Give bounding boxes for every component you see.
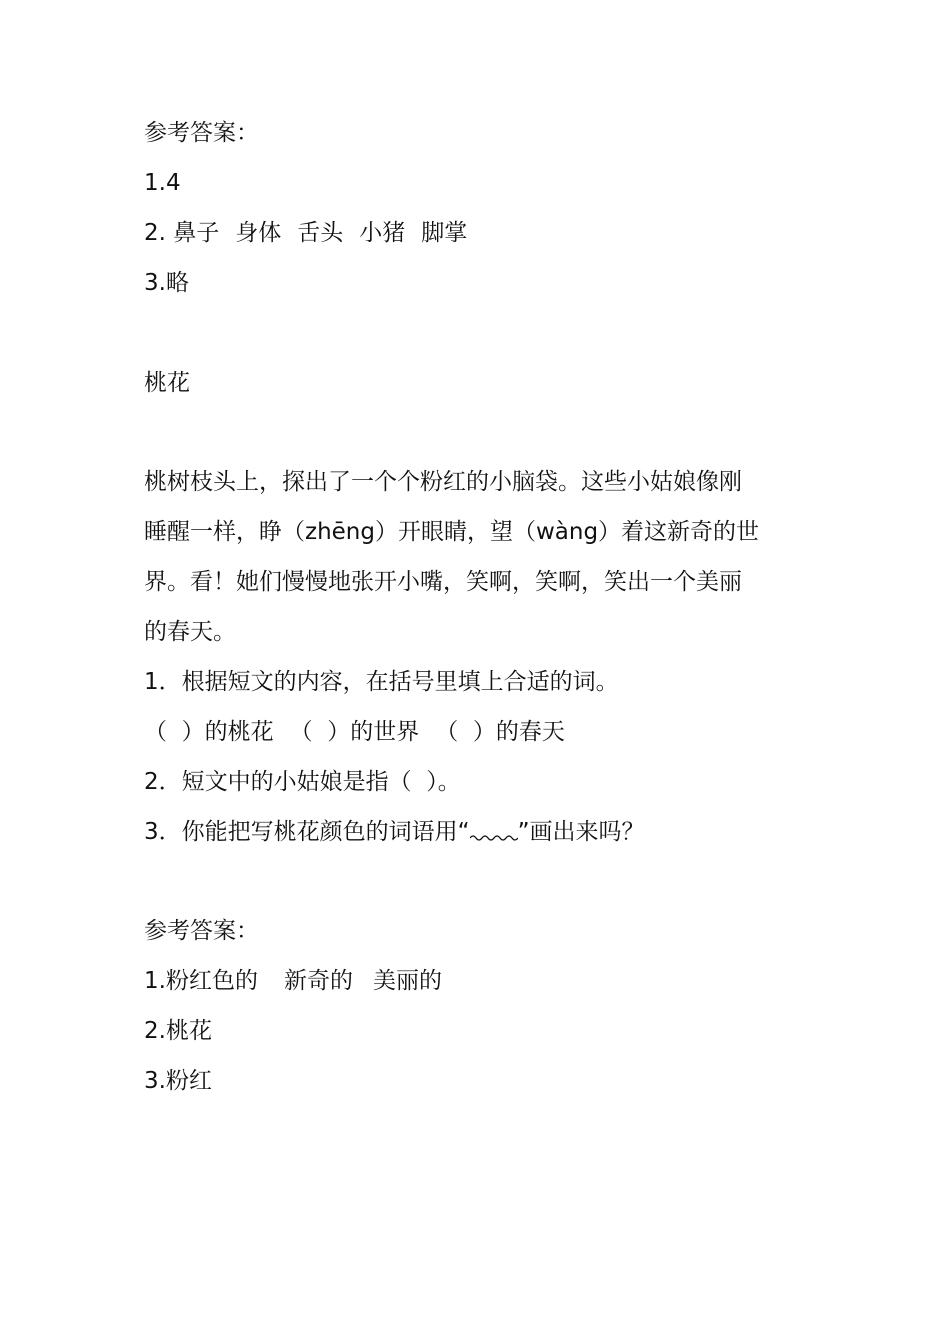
blank-item: （ ）的桃花 (144, 719, 274, 745)
passage-title: 桃花 (144, 370, 190, 396)
question-3-text: 3．你能把写桃花颜色的词语用“ (144, 819, 470, 845)
answer-2-1-item: 美丽的 (372, 968, 442, 994)
answer-header-1: 参考答案： (144, 120, 259, 146)
passage-line: 的春天。 (144, 619, 236, 645)
answer-2-1 (144, 966, 844, 996)
answer-2-1-item: 新奇的 (283, 968, 353, 994)
passage-line: 睡醒一样，睁（zhēng）开眼睛，望（wàng）着这新奇的世 (144, 519, 760, 545)
answer-1-2-item: 脚掌 (421, 220, 468, 246)
answer-1-2-item: 身体 (235, 220, 282, 246)
answer-1-2 (144, 218, 844, 248)
answer-header-2: 参考答案： (144, 918, 259, 944)
passage-line: 界。看！她们慢慢地张开小嘴，笑啊，笑啊，笑出一个美丽 (144, 569, 742, 595)
answer-2-2: 2.桃花 (144, 1018, 212, 1044)
question-2: 2．短文中的小姑娘是指（ ）。 (144, 769, 461, 795)
question-1-blanks (144, 717, 844, 747)
answer-1-3: 3.略 (144, 270, 189, 296)
answer-1-2-item: 小猪 (359, 220, 406, 246)
question-1: 1．根据短文的内容，在括号里填上合适的词。 (144, 669, 619, 695)
wavy-underline-icon (470, 829, 518, 841)
answer-1-1: 1.4 (144, 170, 181, 196)
answer-1-2-prefix: 2. (144, 220, 166, 246)
passage-line: 桃树枝头上，探出了一个个粉红的小脑袋。这些小姑娘像刚 (144, 469, 742, 495)
blank-item: （ ）的世界 (289, 719, 420, 745)
answer-1-2-item: 鼻子 (173, 220, 220, 246)
answer-2-1-prefix: 1. (144, 968, 166, 994)
answer-2-1-item: 粉红色的 (165, 968, 258, 994)
answer-2-3: 3.粉红 (144, 1068, 212, 1094)
question-3 (144, 817, 844, 847)
answer-1-2-item: 舌头 (297, 220, 344, 246)
blank-item: （ ）的春天 (435, 719, 565, 745)
question-3-text: ”画出来吗？ (517, 819, 645, 845)
